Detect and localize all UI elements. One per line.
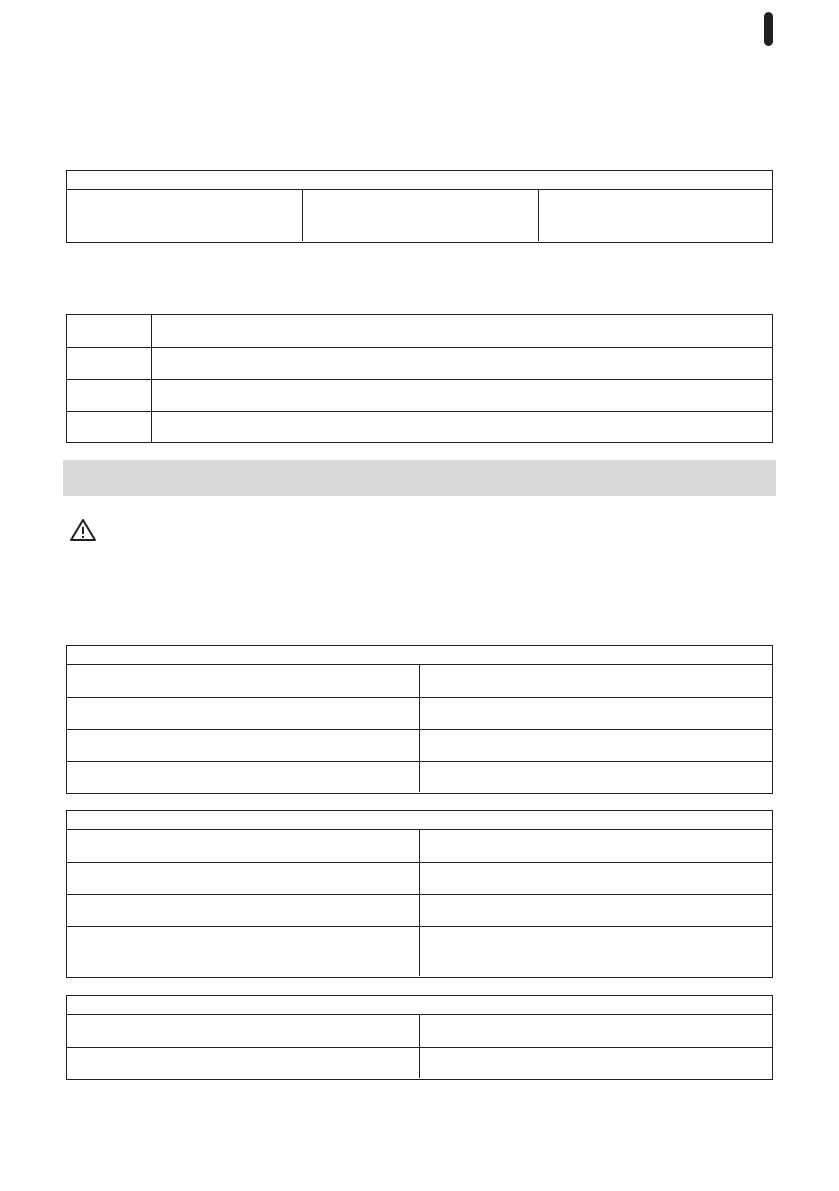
table-cell-right bbox=[419, 1015, 772, 1047]
table-cell-left bbox=[67, 895, 419, 926]
top-table-cell-1 bbox=[67, 190, 302, 241]
table-row bbox=[67, 830, 772, 862]
table-row bbox=[67, 697, 772, 729]
spec-table-a bbox=[66, 645, 773, 794]
top-table bbox=[66, 170, 773, 243]
table-row bbox=[67, 729, 772, 761]
table-cell-left bbox=[67, 698, 419, 729]
page-corner-mark bbox=[764, 12, 773, 46]
top-table-cell-3 bbox=[538, 190, 772, 241]
table-cell-left bbox=[67, 665, 419, 697]
spec-table-c-header bbox=[67, 996, 772, 1015]
table-cell-right bbox=[419, 698, 772, 729]
table-cell-left bbox=[67, 927, 419, 976]
table-cell-left bbox=[67, 863, 419, 894]
list-table-row bbox=[67, 315, 772, 347]
list-key bbox=[67, 412, 151, 442]
spec-table-b-header bbox=[67, 811, 772, 830]
spec-table-a-header bbox=[67, 646, 772, 665]
table-row bbox=[67, 665, 772, 697]
table-cell-left bbox=[67, 830, 419, 862]
list-table-row bbox=[67, 379, 772, 411]
spec-table-b bbox=[66, 810, 773, 978]
table-cell-right bbox=[419, 730, 772, 761]
warning-triangle-icon bbox=[69, 518, 97, 542]
table-cell-right bbox=[419, 665, 772, 697]
list-value bbox=[151, 315, 772, 347]
top-table-header bbox=[67, 171, 772, 190]
top-table-cell-2 bbox=[302, 190, 538, 241]
section-heading-band bbox=[63, 460, 776, 496]
table-cell-right bbox=[419, 1048, 772, 1078]
table-cell-left bbox=[67, 1048, 419, 1078]
list-table-row bbox=[67, 411, 772, 442]
table-row bbox=[67, 1047, 772, 1078]
spec-table-c bbox=[66, 995, 773, 1080]
table-cell-left bbox=[67, 762, 419, 792]
table-row bbox=[67, 862, 772, 894]
list-table bbox=[66, 314, 773, 443]
list-value bbox=[151, 380, 772, 411]
list-table-row bbox=[67, 347, 772, 379]
table-row bbox=[67, 761, 772, 792]
list-key bbox=[67, 315, 151, 347]
table-row bbox=[67, 926, 772, 976]
list-key bbox=[67, 380, 151, 411]
table-cell-left bbox=[67, 730, 419, 761]
table-cell-right bbox=[419, 830, 772, 862]
table-cell-left bbox=[67, 1015, 419, 1047]
table-cell-right bbox=[419, 863, 772, 894]
table-cell-right bbox=[419, 762, 772, 792]
list-value bbox=[151, 348, 772, 379]
table-cell-right bbox=[419, 895, 772, 926]
table-cell-right bbox=[419, 927, 772, 976]
top-table-row bbox=[67, 190, 772, 241]
table-row bbox=[67, 894, 772, 926]
list-value bbox=[151, 412, 772, 442]
list-key bbox=[67, 348, 151, 379]
table-row bbox=[67, 1015, 772, 1047]
